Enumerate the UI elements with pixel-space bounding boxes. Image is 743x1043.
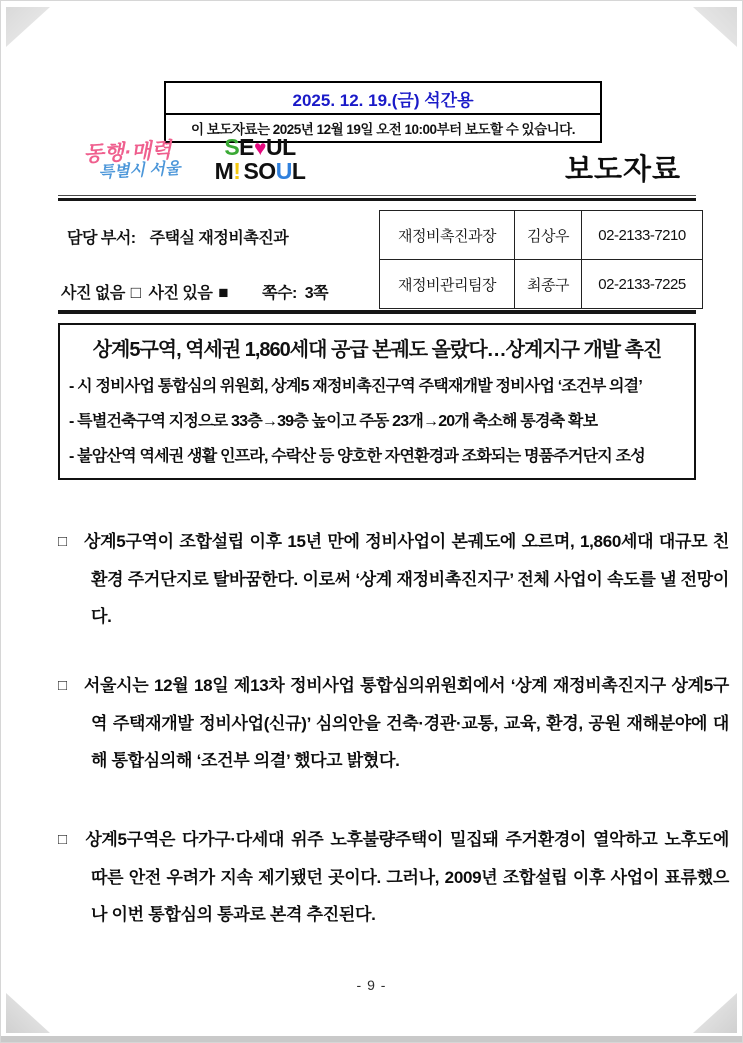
- headline-bullet: - 특별건축구역 지정으로 33층→39층 높이고 주동 23개→20개 축소해 통경축 확보: [69, 413, 598, 430]
- contact-row: [380, 260, 703, 309]
- contact-phone: 02-2133-7225: [582, 260, 703, 309]
- contact-phone: 02-2133-7210: [582, 211, 703, 260]
- page-bottom-edge: [1, 1036, 742, 1042]
- paragraph-marker: □: [58, 677, 68, 694]
- corner-fold-top-left: [6, 7, 50, 47]
- headline-title: 상계5구역, 역세권 1,860세대 공급 본궤도 올랐다…상계지구 개발 촉진: [92, 339, 662, 361]
- corner-fold-top-right: [693, 7, 737, 47]
- smile-u-icon: U: [275, 157, 292, 184]
- headline-bullet: - 불암산역 역세권 생활 인프라, 수락산 등 양호한 자연환경과 조화되는 명품주거단지 조성: [69, 448, 645, 465]
- press-release-label: 보도자료: [564, 154, 681, 186]
- department-line: [67, 225, 288, 248]
- paragraph-marker: □: [58, 533, 68, 550]
- logo-letter: S: [243, 157, 259, 184]
- contact-title: 재정비촉진과장: [380, 211, 515, 260]
- body-paragraph: [58, 667, 729, 779]
- contact-name: 최종구: [515, 260, 582, 309]
- logo-letter: U: [265, 134, 283, 160]
- logo-letter: O: [258, 157, 276, 184]
- department-value: 주택실 재정비촉진과: [149, 230, 289, 247]
- logo-letter: E: [239, 134, 255, 160]
- embargo-date: 2025. 12. 19.(금) 석간용: [166, 83, 600, 115]
- paragraph-text: 상계5구역이 조합설립 이후 15년 만에 정비사업이 본궤도에 오르며, 1,860세대 대규모 친환경 주거단지로 탈바꿈한다. 이로써 ‘상계 재정비촉진지구’ 전체 사업이 속도를 낼 전망이다.: [83, 532, 729, 626]
- body-paragraph: [58, 523, 729, 635]
- embargo-notice: 이 보도자료는 2025년 12월 19일 오전 10:00부터 보도할 수 있습니다.: [191, 122, 575, 137]
- contact-title: 재정비관리팀장: [380, 260, 515, 309]
- paragraph-text: 서울시는 12월 18일 제13차 정비사업 통합심의위원회에서 ‘상계 재정비촉진지구 상계5구역 주택재개발 정비사업(신규)’ 심의안을 건축·경관·교통, 교육, 환경, 공원 재해분야에 대해 통합심의해 ‘조건부 의결’ 했다고 밝혔다.: [83, 676, 729, 770]
- corner-fold-bottom-right: [693, 993, 737, 1033]
- seoul-logo-top-line: [205, 136, 315, 160]
- corner-fold-bottom-left: [6, 993, 50, 1033]
- info-divider-rule: [58, 310, 696, 314]
- contact-table: [379, 210, 703, 309]
- page-number: - 9 -: [356, 977, 387, 993]
- logo-letter: M: [214, 157, 234, 184]
- city-logo-line2: 특별시 서울: [98, 160, 181, 182]
- photo-none-label: 사진 없음: [61, 285, 125, 302]
- pages-label: 쪽수:: [262, 285, 297, 302]
- logo-letter: S: [224, 134, 240, 160]
- seoul-city-slogan-logo: [62, 139, 194, 185]
- contact-name: 김상우: [515, 211, 582, 260]
- photo-yes-label: 사진 있음: [148, 285, 213, 302]
- headline-bullet: - 시 정비사업 통합심의 위원회, 상계5 재정비촉진구역 주택재개발 정비사업 ‘조건부 의결’: [69, 378, 642, 395]
- header-divider-rule: [58, 195, 696, 201]
- contact-row: [380, 211, 703, 260]
- logo-letter: L: [291, 157, 306, 184]
- paragraph-marker: □: [58, 831, 70, 848]
- logo-letter: L: [282, 134, 296, 160]
- checkbox-empty-icon: □: [130, 283, 141, 302]
- exclamation-icon: !: [233, 157, 241, 184]
- department-label: 담당 부서:: [67, 230, 136, 247]
- checkbox-filled-icon: ■: [218, 283, 229, 302]
- paragraph-text: 상계5구역은 다가구·다세대 위주 노후불량주택이 밀집돼 주거환경이 열악하고 노후도에 따른 안전 우려가 지속 제기됐던 곳이다. 그러나, 2009년 조합설립 이후 사업이 표류했으나 이번 통합심의 통과로 본격 추진된다.: [85, 830, 729, 924]
- pages-value: 3쪽: [304, 285, 329, 302]
- city-logo-line1: 동행·매력: [82, 138, 173, 167]
- headline-box: [58, 323, 696, 480]
- seoul-logo-bottom-line: [205, 157, 315, 184]
- photo-pages-line: [61, 280, 328, 303]
- body-paragraph: [58, 821, 729, 933]
- seoul-my-soul-logo: [205, 136, 315, 182]
- heart-icon: ♥: [254, 137, 266, 160]
